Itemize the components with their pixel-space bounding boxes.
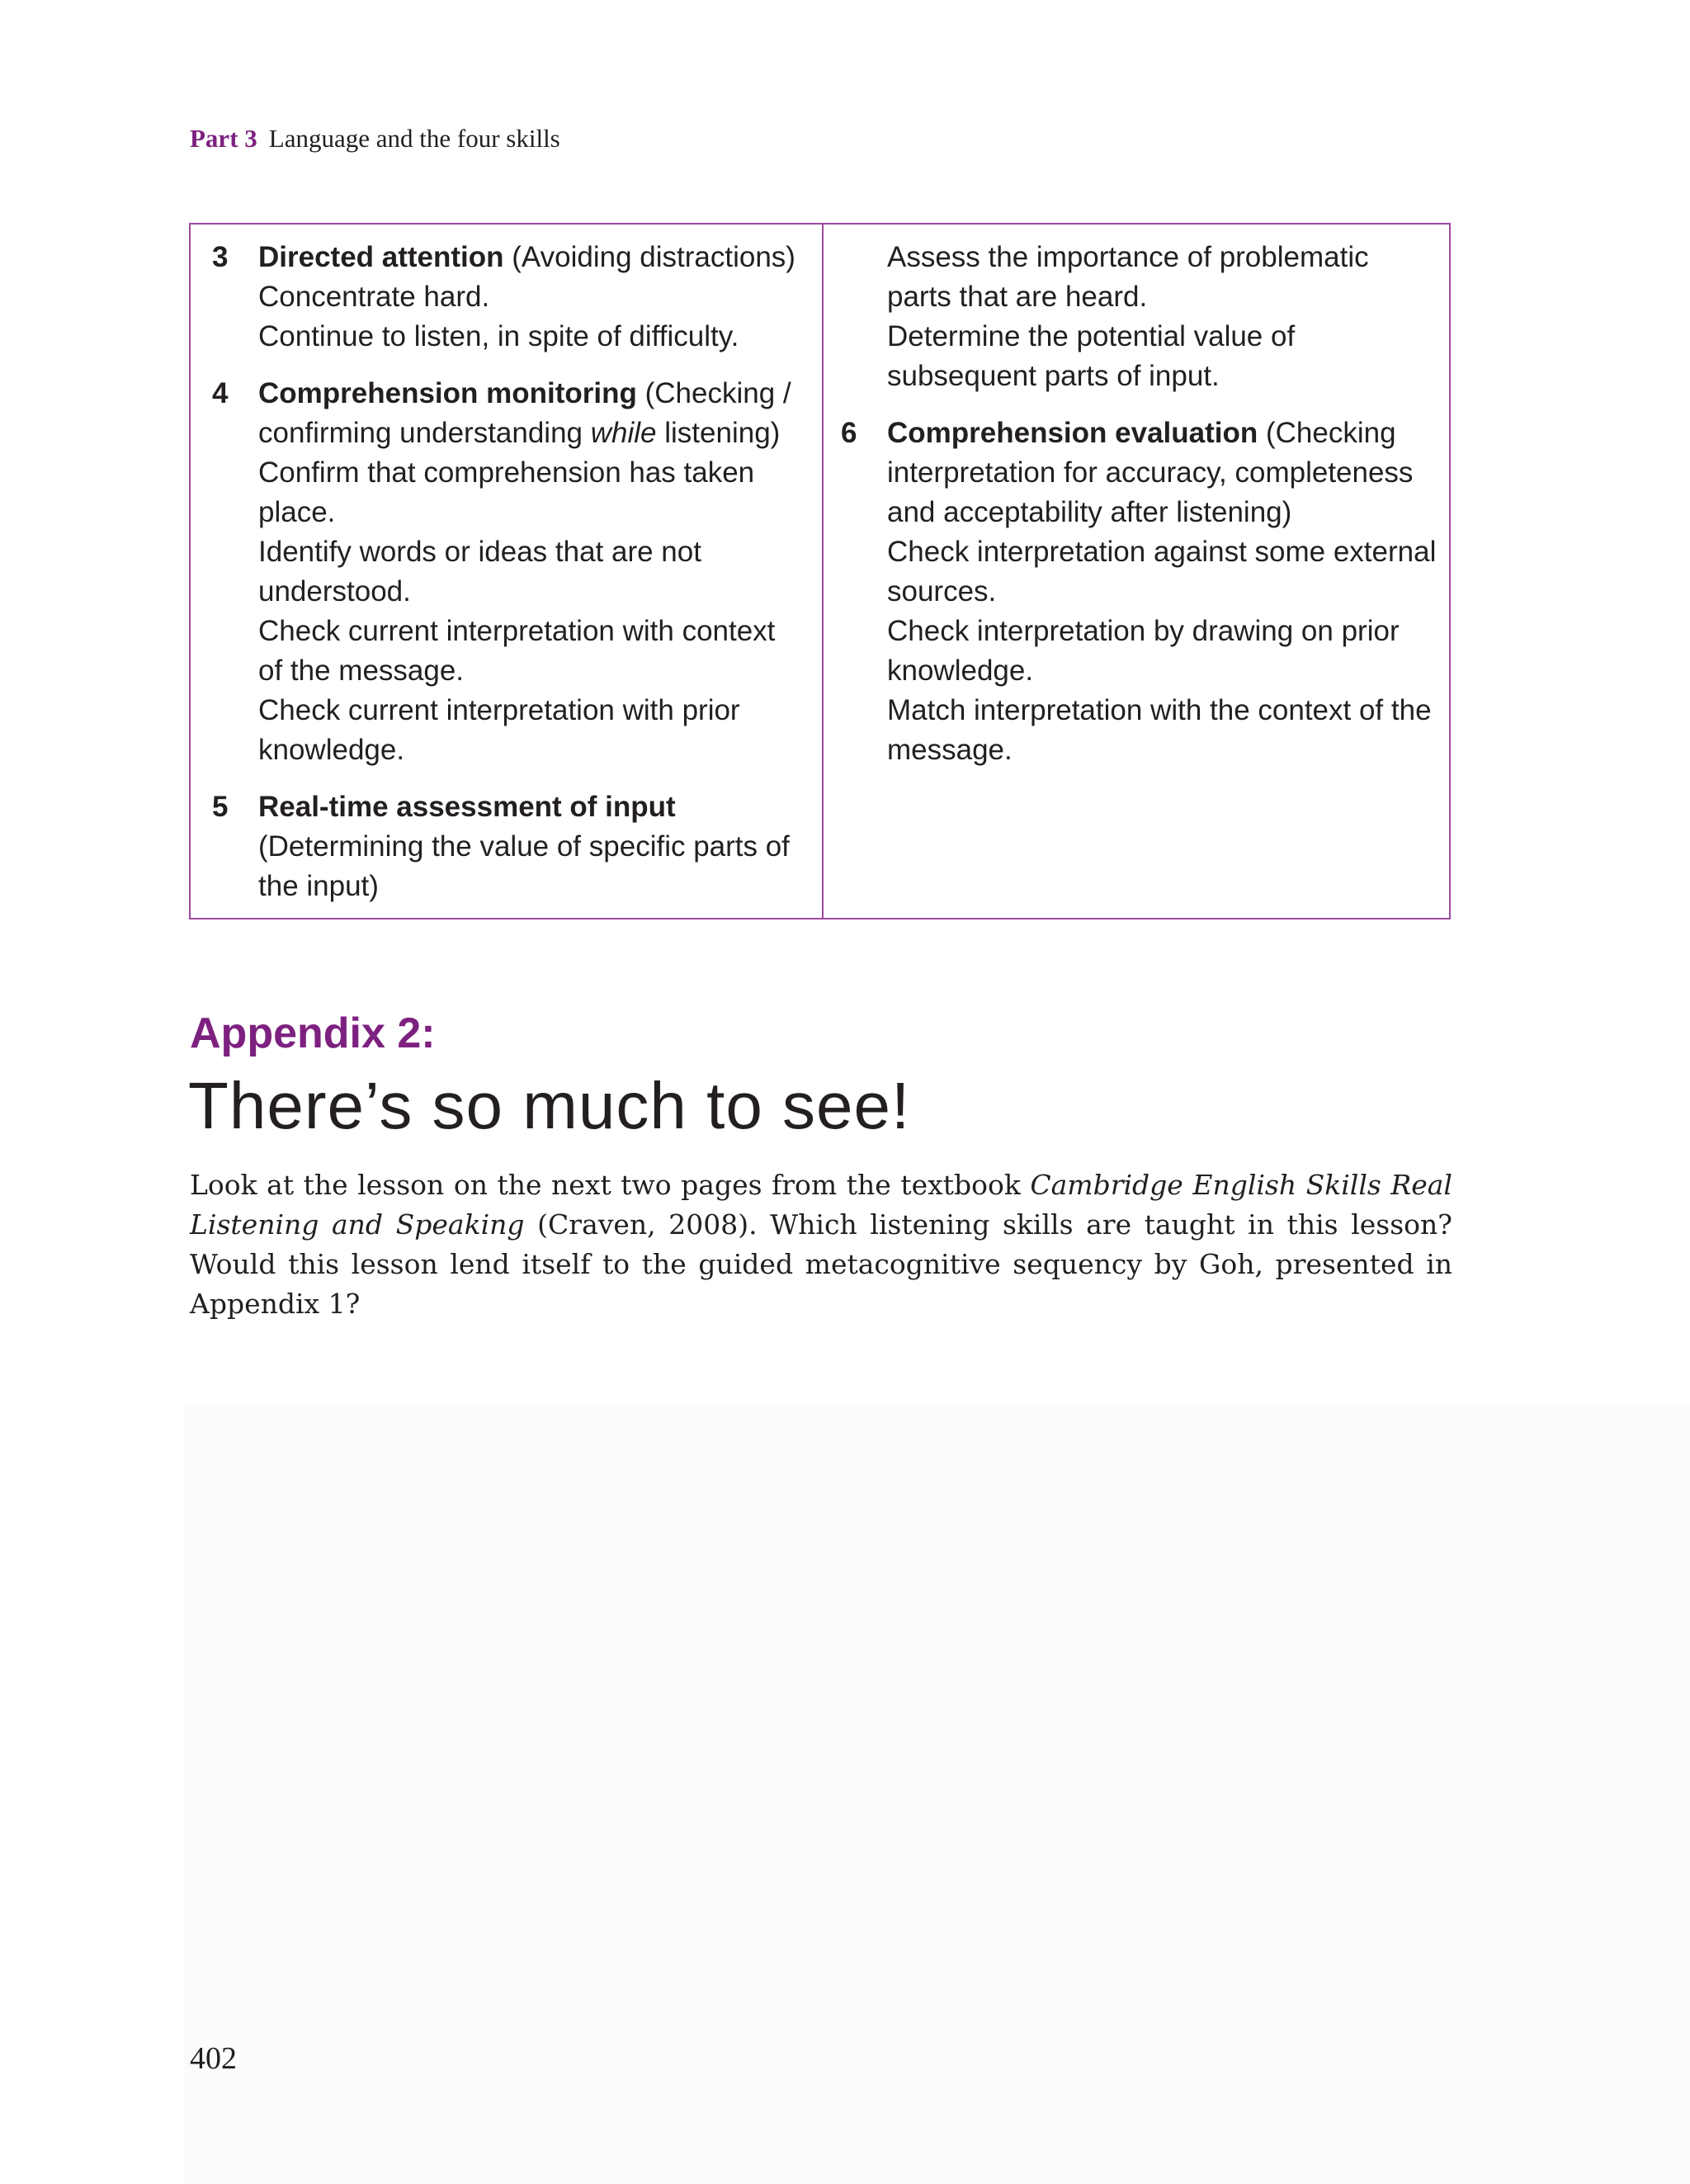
strategy-line: Check interpretation against some external (887, 536, 1437, 568)
strategy-line: Assess the importance of problematic (887, 241, 1369, 273)
intro-line: Appendix 1? (190, 1288, 361, 1320)
column-divider (822, 225, 824, 918)
strategy-subtitle: (Checking / (636, 377, 791, 409)
appendix-title: There’s so much to see! (188, 1069, 911, 1142)
strategy-item (212, 238, 806, 357)
strategy-title: Directed attention (258, 241, 504, 273)
strategy-line: Confirm that comprehension has taken (258, 456, 755, 489)
intro-text: Look at the lesson on the next two pages from the textbook (190, 1169, 1031, 1201)
strategy-number: 5 (212, 791, 229, 823)
strategy-heading-line (258, 238, 806, 277)
book-title: Cambridge English Skills Real (1030, 1169, 1452, 1201)
strategy-title: Comprehension monitoring (258, 377, 637, 409)
strategy-title: Real-time assessment of input (258, 791, 676, 823)
strategy-line: understood. (258, 575, 411, 607)
strategies-box (189, 223, 1451, 919)
strategy-line: sources. (887, 575, 997, 607)
intro-line: Would this lesson lend itself to the guided metacognitive sequency by Goh, presented in (190, 1248, 1452, 1280)
strategy-title: Comprehension evaluation (887, 417, 1258, 449)
strategy-line: Identify words or ideas that are not (258, 536, 701, 568)
intro-line (190, 1165, 1452, 1205)
strategy-subtitle: (Checking (1258, 417, 1396, 449)
intro-line (190, 1205, 1452, 1245)
strategy-line: Concentrate hard. (258, 281, 490, 313)
intro-text: (Craven, 2008). Which listening skills are taught in this lesson? (524, 1208, 1452, 1241)
strategy-item (841, 414, 1435, 770)
strategy-subtitle-line (258, 414, 806, 453)
strategy-number: 3 (212, 241, 229, 273)
strategy-subtitle-post: listening) (656, 417, 781, 449)
strategy-line: the input) (258, 870, 379, 902)
strategy-line: subsequent parts of input. (887, 360, 1220, 392)
page-background (183, 1403, 1690, 2184)
strategies-left-column (212, 238, 806, 906)
strategy-line: Check interpretation by drawing on prior (887, 615, 1400, 647)
strategy-line: Match interpretation with the context of the (887, 694, 1432, 726)
strategy-item (212, 787, 806, 906)
strategy-number: 6 (841, 417, 857, 449)
running-head-title: Language and the four skills (268, 124, 560, 153)
strategy-continuation (841, 238, 1435, 396)
strategy-line: Determine the potential value of (887, 320, 1296, 352)
strategy-line: of the message. (258, 655, 465, 687)
running-head (190, 124, 560, 154)
strategy-line: knowledge. (887, 655, 1034, 687)
strategy-line: and acceptability after listening) (887, 496, 1292, 528)
strategy-line: (Determining the value of specific parts of (258, 830, 790, 863)
strategy-line: message. (887, 734, 1013, 766)
strategy-number: 4 (212, 377, 229, 409)
strategies-right-column (841, 238, 1435, 770)
page-number: 402 (190, 2041, 237, 2076)
strategy-item (212, 374, 806, 770)
strategy-subtitle: (Avoiding distractions) (503, 241, 795, 273)
strategy-line: knowledge. (258, 734, 405, 766)
appendix-intro-paragraph (190, 1165, 1452, 1324)
strategy-line: parts that are heard. (887, 281, 1148, 313)
book-title: Listening and Speaking (190, 1208, 525, 1241)
strategy-line: Continue to listen, in spite of difficulty. (258, 320, 739, 352)
strategy-heading-line (887, 414, 1435, 453)
strategy-line: Check current interpretation with context (258, 615, 776, 647)
strategy-line: place. (258, 496, 336, 528)
strategy-line: Check current interpretation with prior (258, 694, 740, 726)
strategy-line: interpretation for accuracy, completeness (887, 456, 1414, 489)
strategy-heading-line (258, 374, 806, 414)
appendix-label: Appendix 2: (190, 1009, 436, 1057)
strategy-subtitle-emphasis: while (590, 417, 657, 449)
running-head-part: Part 3 (190, 124, 257, 153)
strategy-subtitle-pre: confirming understanding (258, 417, 591, 449)
